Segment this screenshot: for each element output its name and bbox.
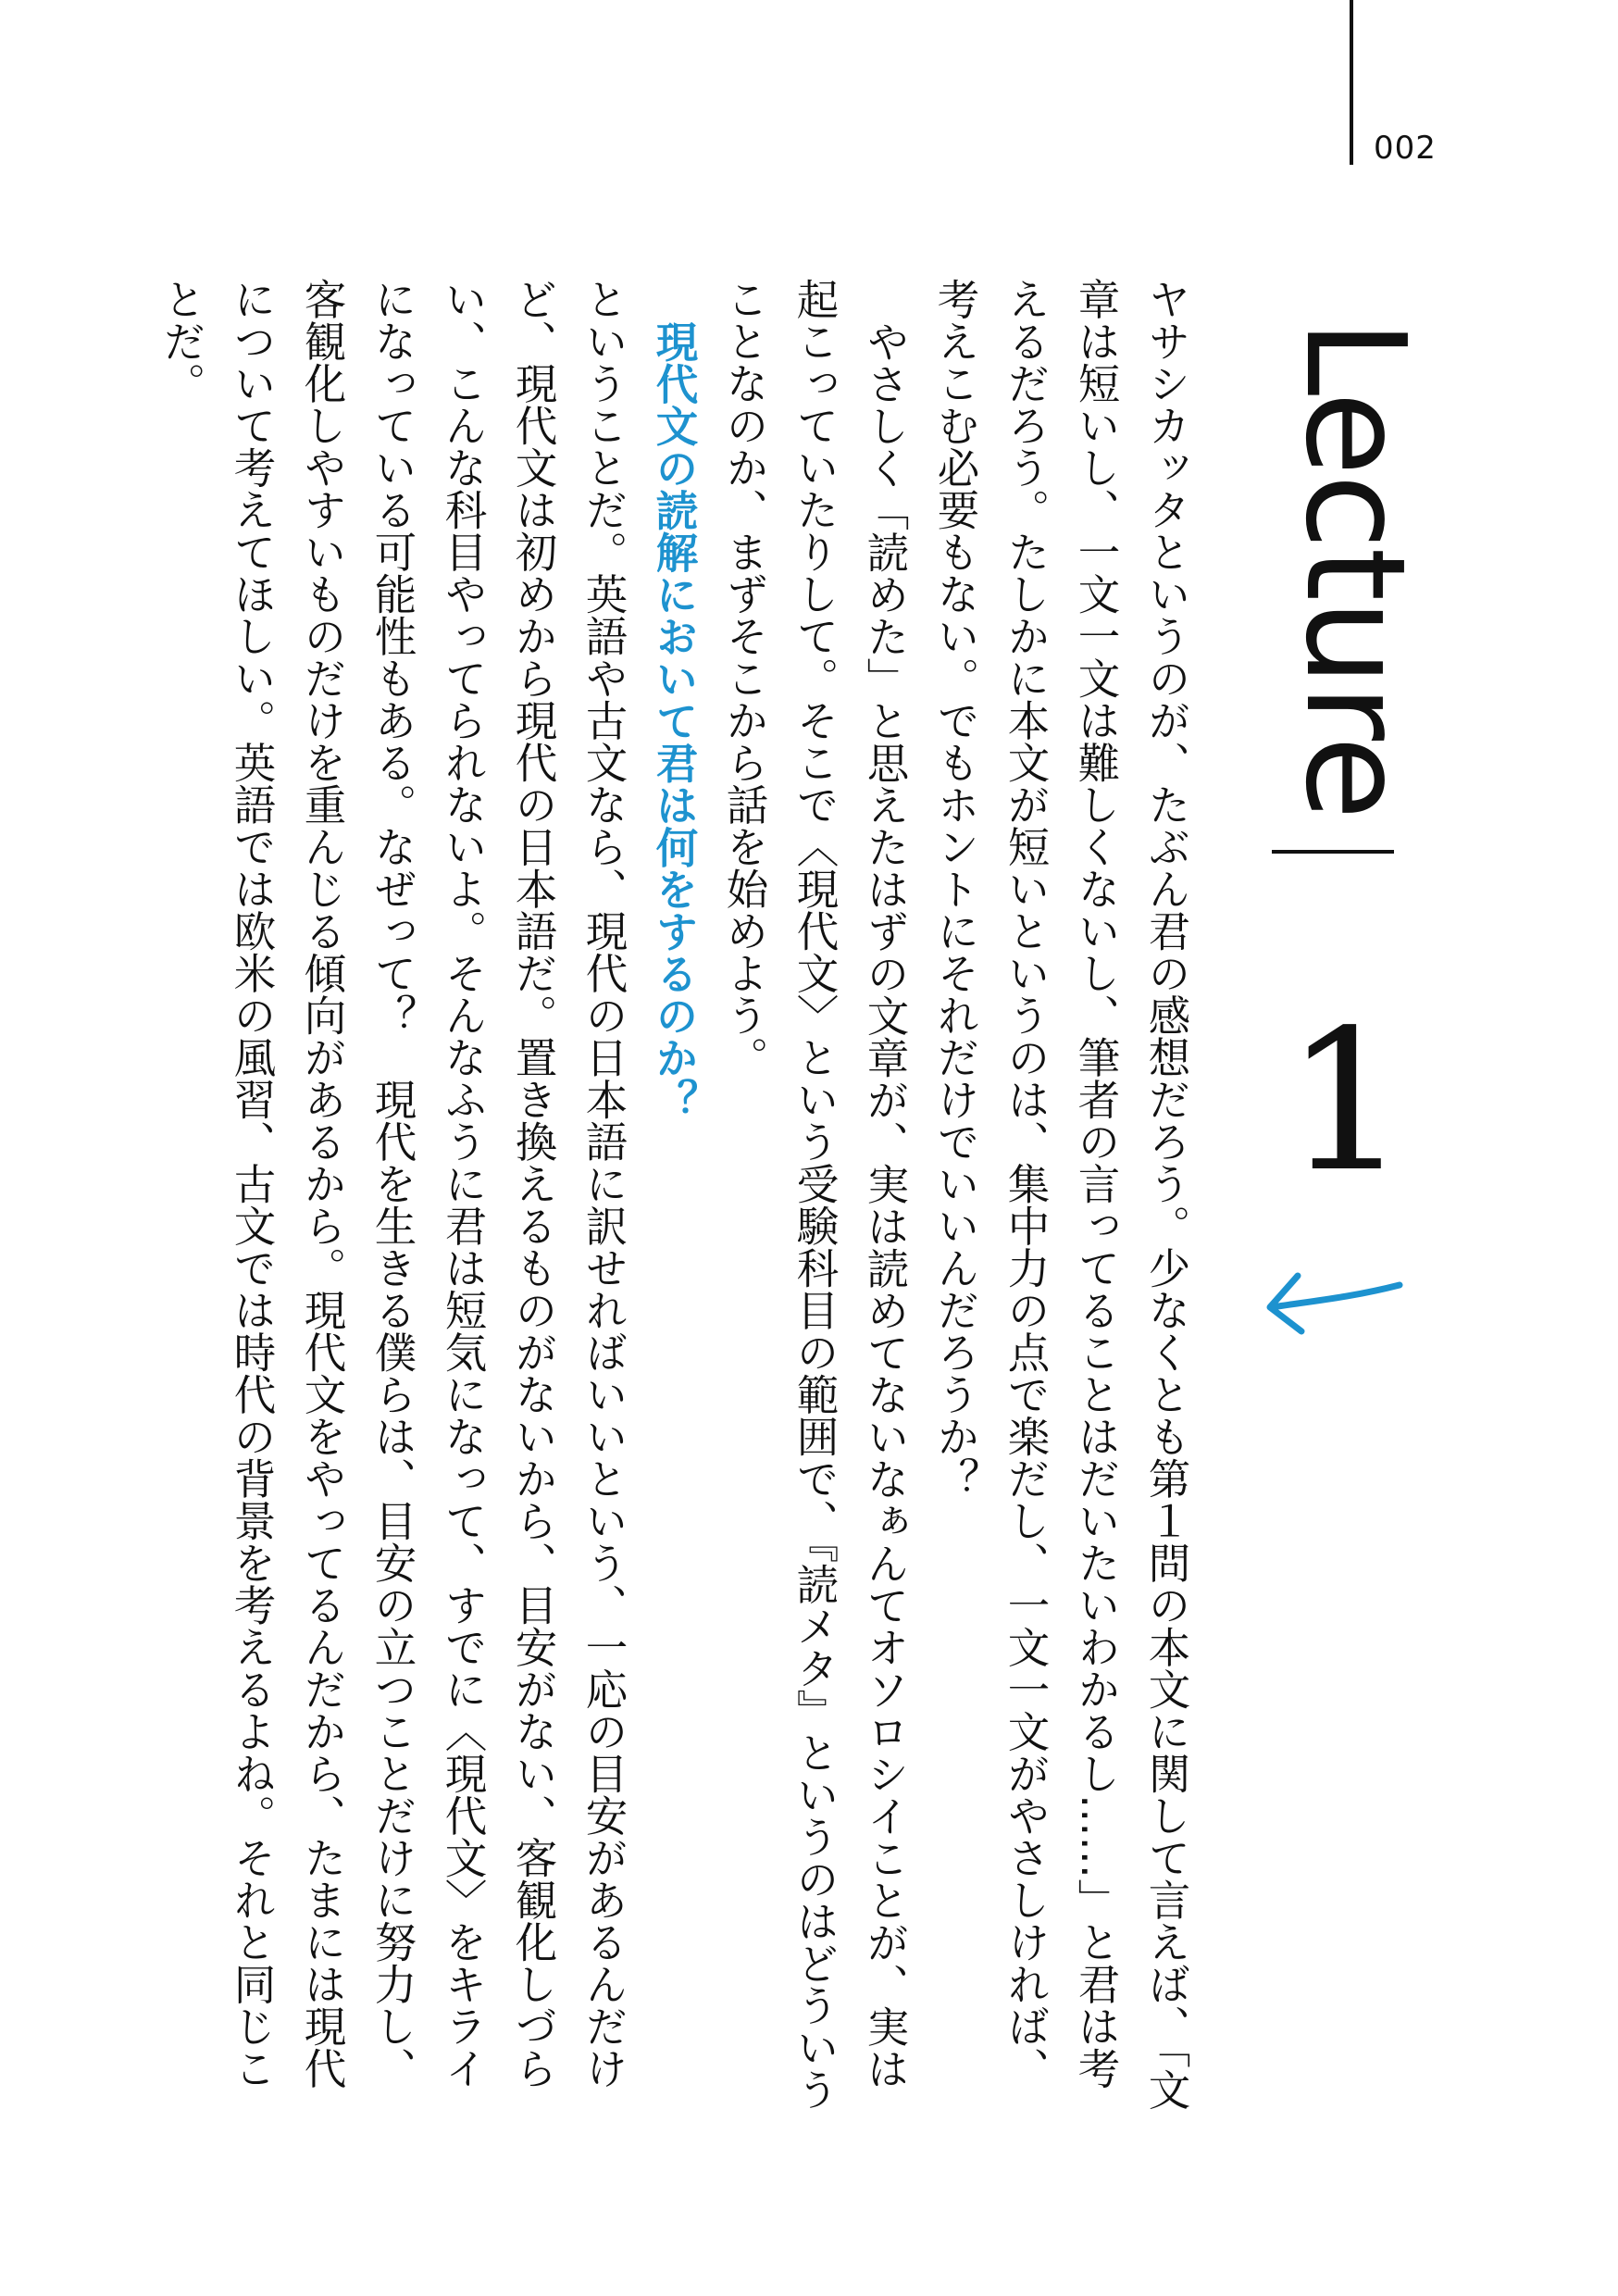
arrow-left-icon (1261, 1259, 1409, 1342)
page-number: 002 (1374, 130, 1437, 167)
lecture-number: 1 (1285, 988, 1409, 1215)
header-rule (1350, 0, 1353, 165)
lecture-divider (1272, 850, 1394, 854)
lecture-title: Lecture (1276, 319, 1435, 818)
section-heading: 現代文の読解において君は何をするのか？ (650, 319, 699, 1120)
body-text (157, 278, 1201, 2129)
paragraph-2: やさしく「読めた」と思えたはずの文章が、実は読めてないなぁんてオソロシイことが、実は起こっていたりして。そこで〈現代文〉という受験科目の範囲で、『読メタ』というのはどういうことなのか、まずそこから話を始めよう。 (720, 278, 910, 2111)
paragraph-3: ということだ。英語や古文なら、現代の日本語に訳せればいいという、一応の目安があるんだけど、現代文は初めから現代の日本語だ。置き換えるものがないから、目安がない、客観化しづらい、こんな科目やってられないよ。そんなふうに君は短気になって、すでに〈現代文〉をキライになっている可能性もある。なぜって？ 現代を生きる僕らは、目安の立つことだけに努力し、客観化しやすいものだけを重んじる傾向があるから。現代文をやってるんだから、たまには現代について考えてほしい。英語では欧米の風習、古文では時代の背景を考えるよね。それと同じことだ。 (157, 278, 629, 2090)
paragraph-1: ヤサシカッタというのが、たぶん君の感想だろう。少なくとも第１問の本文に関して言えば、「文章は短いし、一文一文は難しくないし、筆者の言ってることはだいたいわかるし……」と君は考えるだろう。たしかに本文が短いというのは、集中力の点で楽だし、一文一文がやさしければ、考えこむ必要もない。でもホントにそれだけでいいんだろうか？ (931, 278, 1191, 2111)
